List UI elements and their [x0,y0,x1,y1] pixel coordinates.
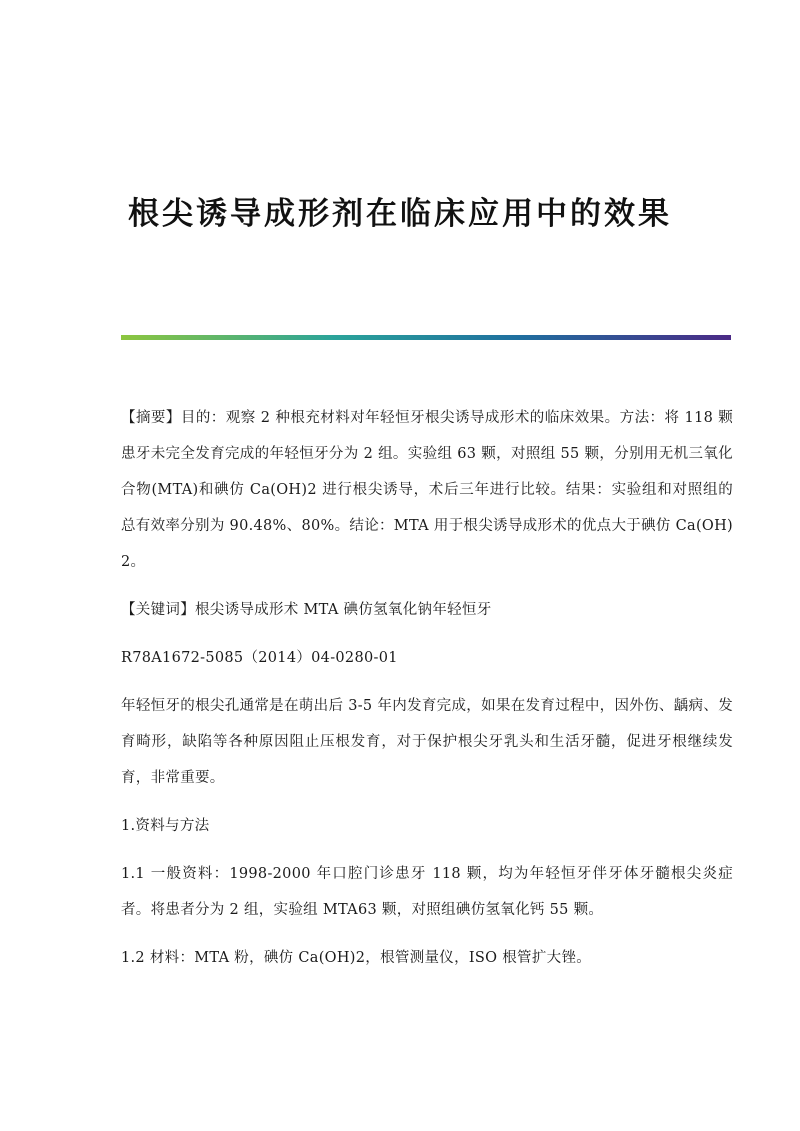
keywords-text: 根尖诱导成形术 MTA 碘仿氢氧化钠年轻恒牙 [195,602,492,618]
abstract-paragraph [121,400,733,580]
keywords-label: 【关键词】 [121,602,195,618]
intro-paragraph: 年轻恒牙的根尖孔通常是在萌出后 3-5 年内发育完成，如果在发育过程中，因外伤、龋病、发育畸形，缺陷等各种原因阻止压根发育，对于保护根尖牙乳头和生活牙髓，促进牙根继续发育，非常重要。 [121,698,733,786]
abstract-label: 【摘要】 [121,410,181,426]
abstract-text: 目的：观察 2 种根充材料对年轻恒牙根尖诱导成形术的临床效果。方法：将 118 颗患牙未完全发育完成的年轻恒牙分为 2 组。实验组 63 颗，对照组 55 颗，分别用无机三氧化合物(MTA)和碘仿 Ca(OH)2 进行根尖诱导，术后三年进行比较。结果：实验组和对照组的总有效率分别为 90.48%、80%。结论：MTA 用于根尖诱导成形术的优点大于碘仿 Ca(OH)2。 [121,410,733,570]
keywords-paragraph [121,592,733,628]
section-1-2-paragraph: 1.2 材料：MTA 粉，碘仿 Ca(OH)2，根管测量仪，ISO 根管扩大锉。 [121,950,592,966]
section-heading: 1.资料与方法 [121,818,210,834]
title-divider [121,335,731,340]
section-1-1-paragraph: 1.1 一般资料：1998-2000 年口腔门诊患牙 118 颗，均为年轻恒牙伴牙体牙髓根尖炎症者。将患者分为 2 组，实验组 MTA63 颗，对照组碘仿氢氧化钙 55 颗。 [121,866,733,918]
classification-code: R78A1672-5085（2014）04-0280-01 [121,650,398,666]
document-body [121,400,733,976]
page-title: 根尖诱导成形剂在临床应用中的效果 [128,196,672,232]
